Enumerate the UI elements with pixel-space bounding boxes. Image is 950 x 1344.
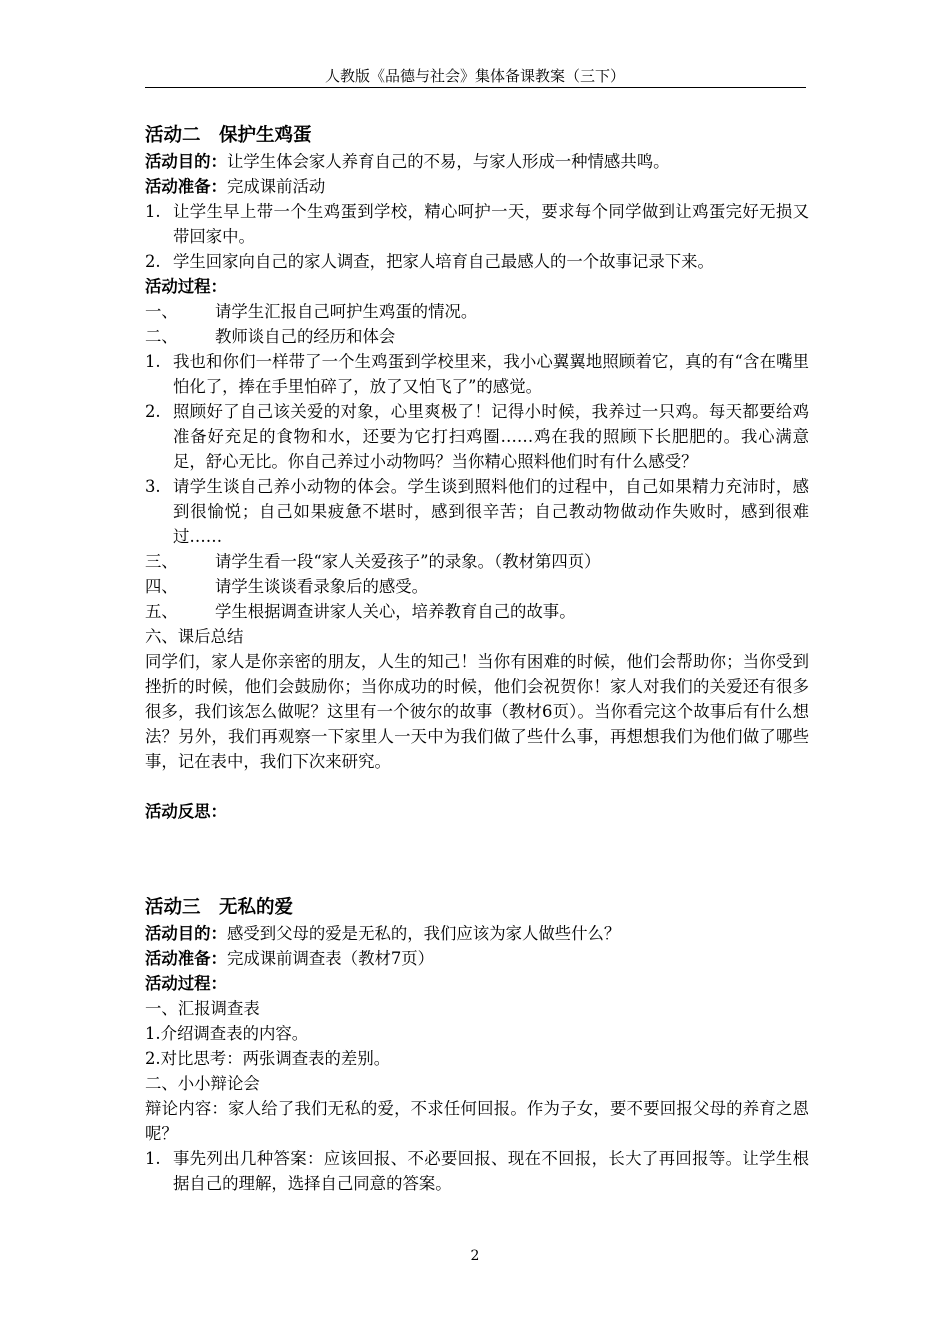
activity2-goal: [145, 149, 809, 174]
prep-item: [145, 199, 809, 249]
page-header: 人教版《品德与社会》集体备课教案（三下）: [324, 67, 625, 85]
item-text: 学生回家向自己的家人调查，把家人培育自己最感人的一个故事记录下来。: [173, 252, 714, 271]
step-text: 教师谈自己的经历和体会: [215, 327, 396, 346]
process-label: 活动过程：: [145, 277, 227, 296]
step-text: 请学生汇报自己呵护生鸡蛋的情况。: [215, 302, 478, 321]
item-number: 2.: [145, 252, 161, 271]
prep-label: 活动准备：: [145, 949, 227, 968]
item-number: 1.: [145, 1149, 161, 1168]
process-step: [145, 549, 809, 574]
step-text: 请学生看一段“家人关爱孩子”的录象。（教材第四页）: [215, 552, 601, 571]
header-rule: [145, 87, 806, 88]
prep-text: 完成课前调查表（教材7页）: [226, 949, 435, 968]
step-number: 四、: [145, 577, 178, 596]
section-heading: 二、小小辩论会: [145, 1074, 260, 1093]
process-step-summary: 六、课后总结: [145, 627, 244, 646]
item-number: 1.: [145, 352, 161, 371]
page-number: 2: [470, 1248, 480, 1264]
item-text: 照顾好了自己该关爱的对象，心里爽极了！记得小时候，我养过一只鸡。每天都要给鸡准备好充足的食物和水，还要为它打扫鸡圈……鸡在我的照顾下长肥肥的。我心满意足，舒心无比。你自己养过小动物吗？当你精心照料他们时有什么感受？: [173, 402, 809, 471]
step-item: [145, 399, 809, 474]
goal-label: 活动目的：: [145, 924, 227, 943]
item-text: 我也和你们一样带了一个生鸡蛋到学校里来，我小心翼翼地照顾着它，真的有“含在嘴里怕化了，捧在手里怕碎了，放了又怕飞了”的感觉。: [173, 352, 809, 396]
process-step: [145, 599, 809, 624]
step-number: 三、: [145, 552, 178, 571]
goal-label: 活动目的：: [145, 152, 227, 171]
prep-label: 活动准备：: [145, 177, 227, 196]
step-item: [145, 1146, 809, 1196]
step-text: 学生根据调查讲家人关心，培养教育自己的故事。: [215, 602, 576, 621]
summary-paragraph: 同学们，家人是你亲密的朋友，人生的知己！当你有困难的时候，他们会帮助你；当你受到挫折的时候，他们会鼓励你；当你成功的时候，他们会祝贺你！家人对我们的关爱还有很多很多，我们该怎么做呢？这里有一个彼尔的故事（教材6页）。当你看完这个故事后有什么想法？另外，我们再观察一下家里人一天中为我们做了些什么事，再想想我们为他们做了哪些事，记在表中，我们下次来研究。: [145, 652, 809, 771]
item-number: 2.: [145, 402, 161, 421]
item-number: 1.: [145, 202, 161, 221]
step-text: 请学生谈谈看录象后的感受。: [215, 577, 429, 596]
step-number: 五、: [145, 602, 178, 621]
activity2-title: 活动二 保护生鸡蛋: [145, 125, 312, 146]
step-item: [145, 474, 809, 549]
section-heading: 一、汇报调查表: [145, 999, 260, 1018]
prep-text: 完成课前活动: [226, 177, 326, 196]
document-body: [145, 122, 809, 1196]
activity3-prep: [145, 946, 809, 971]
list-item: 2.对比思考：两张调查表的差别。: [145, 1049, 391, 1068]
process-step: [145, 574, 809, 599]
list-item: 1.介绍调查表的内容。: [145, 1024, 309, 1043]
goal-text: 感受到父母的爱是无私的，我们应该为家人做些什么？: [226, 924, 621, 943]
activity2-prep: [145, 174, 809, 199]
process-label: 活动过程：: [145, 974, 227, 993]
item-text: 让学生早上带一个生鸡蛋到学校，精心呵护一天，要求每个同学做到让鸡蛋完好无损又带回家中。: [173, 202, 809, 246]
process-step: [145, 299, 809, 324]
item-number: 3.: [145, 477, 161, 496]
activity3-goal: [145, 921, 809, 946]
goal-text: 让学生体会家人养育自己的不易，与家人形成一种情感共鸣。: [226, 152, 670, 171]
step-number: 一、: [145, 302, 178, 321]
item-text: 请学生谈自己养小动物的体会。学生谈到照料他们的过程中，自己如果精力充沛时，感到很愉悦；自己如果疲惫不堪时，感到很辛苦；自己教动物做动作失败时，感到很难过……: [173, 477, 809, 546]
step-number: 二、: [145, 327, 178, 346]
activity3-title: 活动三 无私的爱: [145, 897, 294, 918]
debate-paragraph: 辩论内容：家人给了我们无私的爱，不求任何回报。作为子女，要不要回报父母的养育之恩呢？: [145, 1099, 809, 1143]
reflection-label: 活动反思：: [145, 802, 227, 821]
item-text: 事先列出几种答案：应该回报、不必要回报、现在不回报，长大了再回报等。让学生根据自己的理解，选择自己同意的答案。: [173, 1149, 809, 1193]
prep-item: [145, 249, 809, 274]
process-step: [145, 324, 809, 349]
step-item: [145, 349, 809, 399]
